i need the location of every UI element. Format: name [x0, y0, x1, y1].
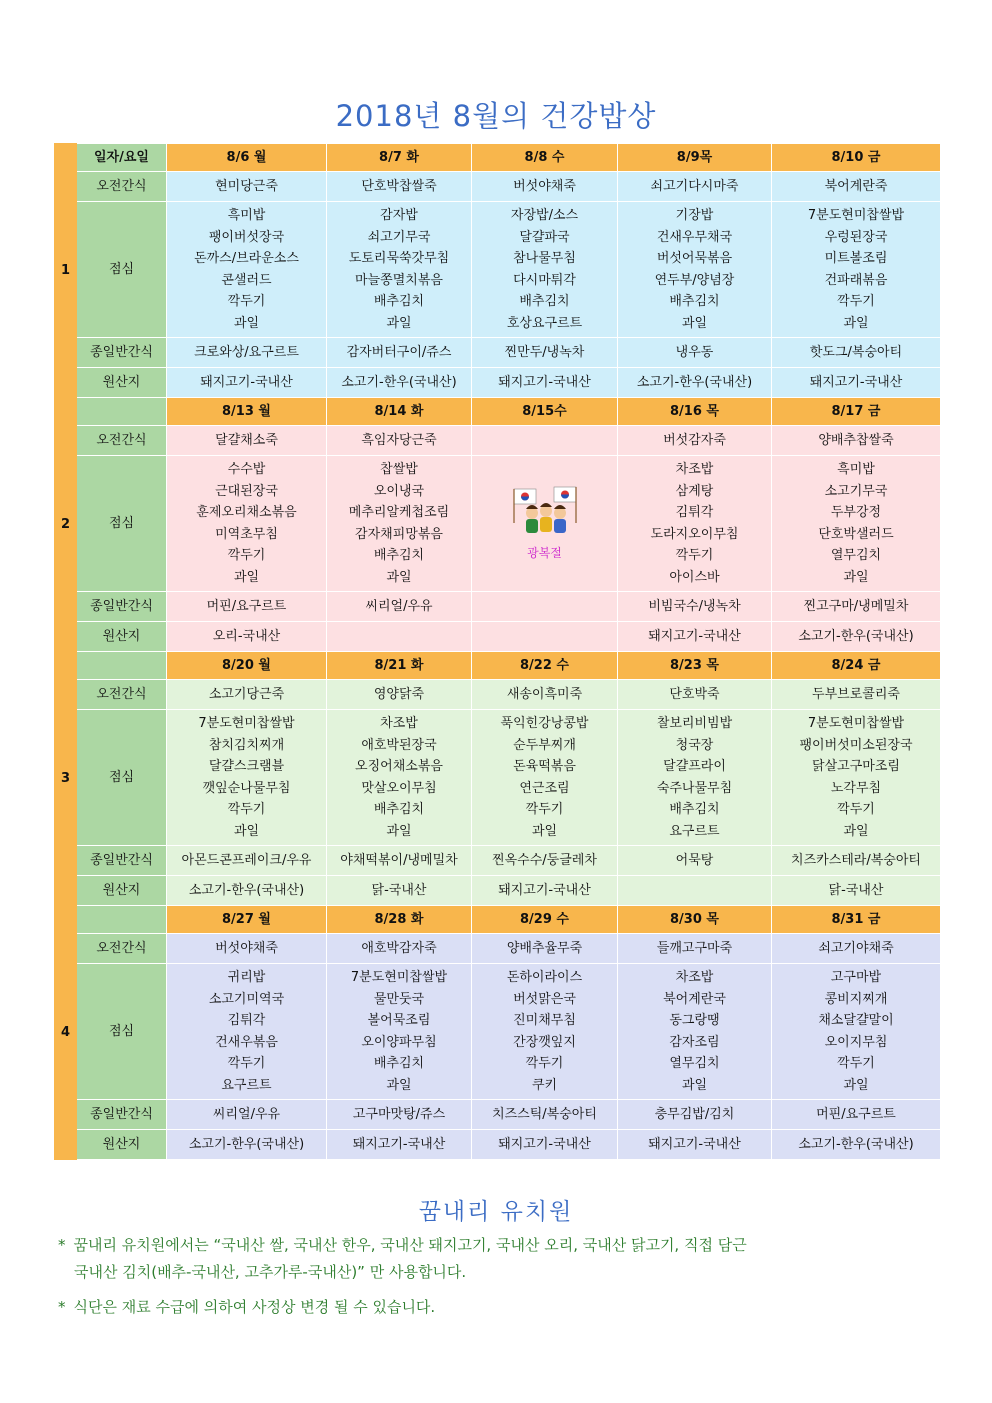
lunch-row — [55, 202, 941, 338]
lunch-item: 참나물무침 — [513, 251, 576, 266]
note-1-continued — [74, 1259, 466, 1286]
lunch-item: 다시마튀각 — [513, 272, 576, 288]
lunch-item: 깍두기 — [675, 548, 714, 563]
day-date: 8/22 수 — [472, 652, 618, 680]
note-marker: * — [58, 1298, 66, 1316]
lunch-item: 볼어묵조림 — [367, 1013, 431, 1028]
snack-am-cell: 버섯야채죽 — [472, 172, 618, 202]
lunch-item: 감자밥 — [380, 208, 418, 223]
snack-am-row — [55, 172, 941, 202]
snack-am-cell: 쇠고기다시마죽 — [618, 172, 772, 202]
lunch-item: 깍두기 — [837, 802, 875, 817]
note-2-line: 식단은 재료 수급에 의하여 사정상 변경 될 수 있습니다. — [73, 1298, 436, 1316]
origin-cell: 돼지고기-국내산 — [327, 1130, 472, 1160]
lunch-item: 귀리밥 — [227, 970, 266, 985]
date-header-label — [77, 906, 167, 934]
day-date: 8/21 화 — [327, 652, 472, 680]
lunch-item: 배추김치 — [519, 294, 570, 309]
snack-am-row — [55, 934, 941, 964]
week-number: 3 — [55, 652, 77, 906]
lunch-item: 오이양파무침 — [361, 1034, 437, 1050]
lunch-item: 과일 — [386, 315, 412, 331]
lunch-item: 북어계란국 — [663, 991, 726, 1007]
snack-pm-cell: 치즈카스테라/복숭아티 — [772, 846, 941, 876]
lunch-item: 쇠고기무국 — [367, 229, 431, 245]
snack-am-cell: 영양닭죽 — [327, 680, 472, 710]
week-number: 4 — [55, 906, 77, 1160]
meal-plan-table — [54, 143, 941, 1160]
origin-cell — [327, 622, 472, 652]
lunch-item: 과일 — [386, 569, 412, 585]
week-header-row — [55, 144, 941, 172]
lunch-cell — [167, 710, 327, 846]
day-date: 8/20 월 — [167, 652, 327, 680]
lunch-item: 과일 — [681, 1077, 708, 1093]
snack-pm-cell: 충무김밥/김치 — [618, 1100, 772, 1130]
lunch-item: 진미채무침 — [513, 1013, 576, 1028]
lunch-item: 깍두기 — [525, 802, 564, 817]
note-2 — [58, 1294, 435, 1321]
lunch-item: 깍두기 — [227, 802, 266, 817]
lunch-label: 점심 — [77, 202, 167, 338]
lunch-item: 닭살고구마조림 — [812, 759, 900, 774]
day-date: 8/8 수 — [472, 144, 618, 172]
lunch-item: 김튀각 — [227, 1013, 266, 1028]
school-name: 꿈내리 유치원 — [418, 1199, 574, 1225]
snack-am-cell: 소고기당근죽 — [167, 680, 327, 710]
lunch-item: 과일 — [843, 1077, 869, 1093]
lunch-item: 삼계탕 — [675, 483, 714, 499]
lunch-cell — [618, 456, 772, 592]
lunch-item: 요구르트 — [221, 1077, 272, 1093]
lunch-item: 흑미밥 — [227, 208, 266, 223]
lunch-cell — [327, 202, 472, 338]
day-date: 8/16 목 — [618, 398, 772, 426]
lunch-item: 미트볼조림 — [824, 251, 888, 266]
lunch-item: 7분도현미찹쌀밥 — [807, 716, 905, 731]
lunch-item: 물만둣국 — [373, 991, 425, 1007]
day-date: 8/10 금 — [772, 144, 941, 172]
lunch-item: 김튀각 — [675, 505, 714, 520]
lunch-row — [55, 964, 941, 1100]
snack-am-cell: 버섯감자죽 — [618, 426, 772, 456]
snack-pm-label: 종일반간식 — [77, 592, 167, 622]
snack-am-cell: 단호박찹쌀죽 — [327, 172, 472, 202]
lunch-item: 달걀스크램블 — [208, 759, 285, 774]
lunch-item: 수수밥 — [227, 462, 266, 477]
origin-row — [55, 1130, 941, 1160]
lunch-item: 버섯맑은국 — [513, 991, 576, 1007]
origin-cell: 소고기-한우(국내산) — [618, 368, 772, 398]
lunch-cell — [327, 456, 472, 592]
lunch-item: 맛살오이무침 — [361, 780, 437, 796]
snack-am-cell — [472, 426, 618, 456]
lunch-item: 배추김치 — [373, 802, 425, 817]
origin-cell: 소고기-한우(국내산) — [167, 876, 327, 906]
lunch-item: 연근조림 — [519, 780, 570, 796]
lunch-cell — [327, 710, 472, 846]
lunch-item: 아이스바 — [669, 569, 720, 585]
lunch-item: 7분도현미찹쌀밥 — [807, 208, 905, 223]
lunch-item: 버섯어묵볶음 — [656, 251, 733, 266]
lunch-item: 우렁된장국 — [824, 229, 888, 245]
lunch-item: 배추김치 — [373, 294, 425, 309]
day-date: 8/9목 — [618, 144, 772, 172]
note-1-line-1: 꿈내리 유치원에서는 “국내산 쌀, 국내산 한우, 국내산 돼지고기, 국내산 오리, 국내산 닭고기, 직접 담근 — [73, 1236, 747, 1254]
note-1-line-2: 국내산 김치(배추-국내산, 고추가루-국내산)” 만 사용합니다. — [74, 1263, 467, 1281]
snack-pm-cell: 냉우동 — [618, 338, 772, 368]
lunch-row — [55, 710, 941, 846]
flag-kids-illustration — [510, 483, 580, 539]
lunch-item: 과일 — [843, 569, 869, 585]
lunch-item: 흑미밥 — [837, 462, 875, 477]
lunch-item: 배추김치 — [669, 802, 720, 817]
lunch-cell — [167, 964, 327, 1100]
snack-am-cell: 달걀채소죽 — [167, 426, 327, 456]
lunch-item: 노각무침 — [830, 780, 882, 796]
lunch-item: 훈제오리채소볶음 — [196, 505, 297, 520]
lunch-item: 콩비지찌개 — [824, 991, 888, 1007]
lunch-item: 깍두기 — [525, 1056, 564, 1071]
lunch-item: 참치김치찌개 — [208, 737, 285, 753]
snack-am-cell: 새송이흑미죽 — [472, 680, 618, 710]
lunch-item: 청국장 — [675, 737, 714, 753]
date-header-label — [77, 398, 167, 426]
week-header-row — [55, 652, 941, 680]
snack-am-label: 오전간식 — [77, 680, 167, 710]
origin-row — [55, 622, 941, 652]
lunch-item: 연두부/양념장 — [654, 272, 735, 288]
lunch-label: 점심 — [77, 456, 167, 592]
snack-pm-cell: 찐옥수수/둥글레차 — [472, 846, 618, 876]
lunch-item: 미역초무침 — [215, 526, 278, 542]
snack-pm-row — [55, 338, 941, 368]
lunch-cell — [167, 456, 327, 592]
lunch-item: 숙주나물무침 — [656, 780, 733, 796]
snack-am-cell: 북어계란죽 — [772, 172, 941, 202]
lunch-item: 배추김치 — [373, 1056, 425, 1071]
day-date: 8/23 목 — [618, 652, 772, 680]
snack-pm-label: 종일반간식 — [77, 846, 167, 876]
lunch-item: 차조밥 — [675, 970, 714, 985]
snack-pm-cell: 고구마맛탕/쥬스 — [327, 1100, 472, 1130]
snack-pm-cell: 비빔국수/냉녹차 — [618, 592, 772, 622]
origin-cell: 돼지고기-국내산 — [472, 368, 618, 398]
page-title: 2018년 8월의 건강밥상 — [335, 99, 657, 133]
week-number: 1 — [55, 144, 77, 398]
lunch-item: 건파래볶음 — [824, 272, 888, 288]
lunch-item: 도토리묵쑥갓무침 — [348, 251, 450, 266]
snack-pm-cell: 머핀/요구르트 — [167, 592, 327, 622]
lunch-item: 팽이버섯장국 — [208, 229, 285, 245]
snack-am-cell: 현미당근죽 — [167, 172, 327, 202]
snack-am-cell: 쇠고기야채죽 — [772, 934, 941, 964]
lunch-item: 찹쌀밥 — [380, 462, 418, 477]
snack-pm-cell — [472, 592, 618, 622]
lunch-item: 과일 — [386, 1077, 412, 1093]
snack-pm-cell: 치즈스틱/복숭아티 — [472, 1100, 618, 1130]
lunch-item: 열무김치 — [830, 548, 882, 563]
lunch-item: 동그랑땡 — [669, 1013, 720, 1028]
snack-pm-cell: 찐만두/냉녹차 — [472, 338, 618, 368]
lunch-item: 소고기무국 — [824, 483, 888, 499]
lunch-item: 과일 — [531, 823, 558, 839]
lunch-item: 달걀프라이 — [663, 759, 726, 774]
lunch-item: 깍두기 — [227, 294, 266, 309]
lunch-item: 깻잎순나물무침 — [202, 780, 291, 796]
lunch-item: 건새우무채국 — [656, 229, 733, 245]
lunch-item: 채소달걀말이 — [818, 1013, 894, 1028]
origin-cell: 돼지고기-국내산 — [472, 876, 618, 906]
note-1 — [58, 1232, 747, 1259]
snack-am-row — [55, 680, 941, 710]
snack-pm-cell: 야채떡볶이/냉메밀차 — [327, 846, 472, 876]
lunch-label: 점심 — [77, 710, 167, 846]
date-header-label: 일자/요일 — [77, 144, 167, 172]
lunch-cell — [772, 202, 941, 338]
snack-pm-row — [55, 1100, 941, 1130]
day-date: 8/31 금 — [772, 906, 941, 934]
origin-cell: 돼지고기-국내산 — [618, 622, 772, 652]
lunch-cell — [327, 964, 472, 1100]
holiday-label: 광복절 — [527, 545, 562, 560]
lunch-item: 메추리알케첩조림 — [348, 505, 450, 520]
lunch-item: 콘샐러드 — [221, 272, 272, 288]
lunch-item: 과일 — [843, 315, 869, 331]
lunch-item: 푹익힌강낭콩밥 — [500, 716, 589, 731]
week-header-row — [55, 398, 941, 426]
origin-cell: 돼지고기-국내산 — [472, 1130, 618, 1160]
lunch-item: 소고기미역국 — [208, 991, 285, 1007]
origin-cell: 오리-국내산 — [167, 622, 327, 652]
lunch-item: 감자채피망볶음 — [355, 526, 443, 542]
day-date: 8/17 금 — [772, 398, 941, 426]
lunch-item: 건새우볶음 — [215, 1034, 278, 1050]
snack-pm-cell: 핫도그/복숭아티 — [772, 338, 941, 368]
lunch-cell — [472, 456, 618, 592]
lunch-item: 차조밥 — [380, 716, 418, 731]
origin-cell — [618, 876, 772, 906]
snack-pm-cell: 감자버터구이/쥬스 — [327, 338, 472, 368]
origin-cell: 닭-국내산 — [327, 876, 472, 906]
lunch-item: 깍두기 — [227, 548, 266, 563]
week-number: 2 — [55, 398, 77, 652]
lunch-item: 차조밥 — [675, 462, 714, 477]
snack-pm-cell: 크로와상/요구르트 — [167, 338, 327, 368]
origin-label: 원산지 — [77, 876, 167, 906]
snack-am-cell: 양배추찹쌀죽 — [772, 426, 941, 456]
lunch-cell — [772, 964, 941, 1100]
lunch-item: 7분도현미찹쌀밥 — [350, 970, 448, 985]
date-header-label — [77, 652, 167, 680]
origin-row — [55, 368, 941, 398]
snack-am-cell: 버섯야채죽 — [167, 934, 327, 964]
lunch-item: 7분도현미찹쌀밥 — [198, 716, 295, 731]
lunch-item: 두부강정 — [830, 505, 882, 520]
snack-pm-cell: 머핀/요구르트 — [772, 1100, 941, 1130]
lunch-item: 근대된장국 — [215, 483, 278, 499]
day-date: 8/30 목 — [618, 906, 772, 934]
lunch-item: 애호박된장국 — [361, 737, 437, 753]
origin-cell: 소고기-한우(국내산) — [167, 1130, 327, 1160]
lunch-row — [55, 456, 941, 592]
snack-pm-cell: 씨리얼/우유 — [327, 592, 472, 622]
lunch-item: 달걀파국 — [519, 229, 570, 245]
origin-cell: 소고기-한우(국내산) — [327, 368, 472, 398]
lunch-item: 오징어채소볶음 — [355, 759, 443, 774]
day-date: 8/28 화 — [327, 906, 472, 934]
snack-am-label: 오전간식 — [77, 426, 167, 456]
snack-am-cell: 애호박감자죽 — [327, 934, 472, 964]
snack-pm-row — [55, 592, 941, 622]
day-date: 8/13 월 — [167, 398, 327, 426]
snack-am-label: 오전간식 — [77, 172, 167, 202]
lunch-item: 깍두기 — [837, 1056, 875, 1071]
lunch-item: 오이냉국 — [373, 483, 425, 499]
day-date: 8/7 화 — [327, 144, 472, 172]
snack-am-cell: 들깨고구마죽 — [618, 934, 772, 964]
lunch-item: 돈육떡볶음 — [513, 759, 576, 774]
lunch-item: 과일 — [233, 315, 260, 331]
snack-pm-label: 종일반간식 — [77, 1100, 167, 1130]
snack-am-row — [55, 426, 941, 456]
lunch-item: 자장밥/소스 — [510, 208, 579, 223]
snack-am-label: 오전간식 — [77, 934, 167, 964]
origin-label: 원산지 — [77, 622, 167, 652]
lunch-item: 과일 — [843, 823, 869, 839]
day-date: 8/27 월 — [167, 906, 327, 934]
lunch-cell — [618, 202, 772, 338]
lunch-item: 깍두기 — [227, 1056, 266, 1071]
lunch-cell — [772, 456, 941, 592]
lunch-cell — [772, 710, 941, 846]
origin-label: 원산지 — [77, 368, 167, 398]
origin-cell: 닭-국내산 — [772, 876, 941, 906]
lunch-cell — [472, 202, 618, 338]
day-date: 8/14 화 — [327, 398, 472, 426]
lunch-cell — [472, 964, 618, 1100]
lunch-item: 오이지무침 — [824, 1034, 888, 1050]
lunch-item: 단호박샐러드 — [818, 526, 894, 542]
lunch-cell — [618, 710, 772, 846]
lunch-item: 고구마밥 — [830, 970, 882, 985]
origin-cell: 돼지고기-국내산 — [772, 368, 941, 398]
lunch-item: 과일 — [681, 315, 708, 331]
snack-pm-cell: 찐고구마/냉메밀차 — [772, 592, 941, 622]
lunch-cell — [472, 710, 618, 846]
lunch-item: 과일 — [233, 569, 260, 585]
origin-cell — [472, 622, 618, 652]
origin-label: 원산지 — [77, 1130, 167, 1160]
day-date: 8/6 월 — [167, 144, 327, 172]
day-date: 8/29 수 — [472, 906, 618, 934]
snack-pm-cell: 씨리얼/우유 — [167, 1100, 327, 1130]
week-header-row — [55, 906, 941, 934]
lunch-item: 팽이버섯미소된장국 — [799, 737, 913, 753]
lunch-item: 감자조림 — [669, 1034, 720, 1050]
lunch-item: 배추김치 — [669, 294, 720, 309]
lunch-item: 돈하이라이스 — [506, 970, 583, 985]
day-date: 8/24 금 — [772, 652, 941, 680]
origin-cell: 돼지고기-국내산 — [167, 368, 327, 398]
lunch-item: 간장깻잎지 — [513, 1034, 576, 1050]
lunch-item: 과일 — [233, 823, 260, 839]
snack-pm-cell: 어묵탕 — [618, 846, 772, 876]
snack-am-cell: 양배추율무죽 — [472, 934, 618, 964]
snack-pm-label: 종일반간식 — [77, 338, 167, 368]
origin-cell: 소고기-한우(국내산) — [772, 1130, 941, 1160]
origin-cell: 돼지고기-국내산 — [618, 1130, 772, 1160]
lunch-item: 돈까스/브라운소스 — [194, 251, 299, 266]
snack-am-cell: 흑임자당근죽 — [327, 426, 472, 456]
origin-cell: 소고기-한우(국내산) — [772, 622, 941, 652]
lunch-cell — [618, 964, 772, 1100]
note-marker: * — [58, 1236, 66, 1254]
lunch-item: 쿠키 — [531, 1077, 558, 1093]
snack-am-cell: 두부브로콜리죽 — [772, 680, 941, 710]
lunch-item: 요구르트 — [669, 823, 720, 839]
lunch-item: 순두부찌개 — [513, 737, 576, 753]
day-date: 8/15수 — [472, 398, 618, 426]
snack-am-cell: 단호박죽 — [618, 680, 772, 710]
origin-row — [55, 876, 941, 906]
lunch-item: 마늘쫑멸치볶음 — [355, 272, 443, 288]
lunch-label: 점심 — [77, 964, 167, 1100]
lunch-cell — [167, 202, 327, 338]
snack-pm-cell: 아몬드콘프레이크/우유 — [167, 846, 327, 876]
lunch-item: 열무김치 — [669, 1056, 720, 1071]
lunch-item: 찰보리비빔밥 — [656, 716, 733, 731]
lunch-item: 과일 — [386, 823, 412, 839]
lunch-item: 기장밥 — [675, 208, 714, 223]
lunch-item: 도라지오이무침 — [650, 526, 739, 542]
lunch-item: 깍두기 — [837, 294, 875, 309]
snack-pm-row — [55, 846, 941, 876]
lunch-item: 배추김치 — [373, 548, 425, 563]
lunch-item: 호상요구르트 — [506, 315, 583, 331]
holiday-block — [472, 483, 617, 565]
